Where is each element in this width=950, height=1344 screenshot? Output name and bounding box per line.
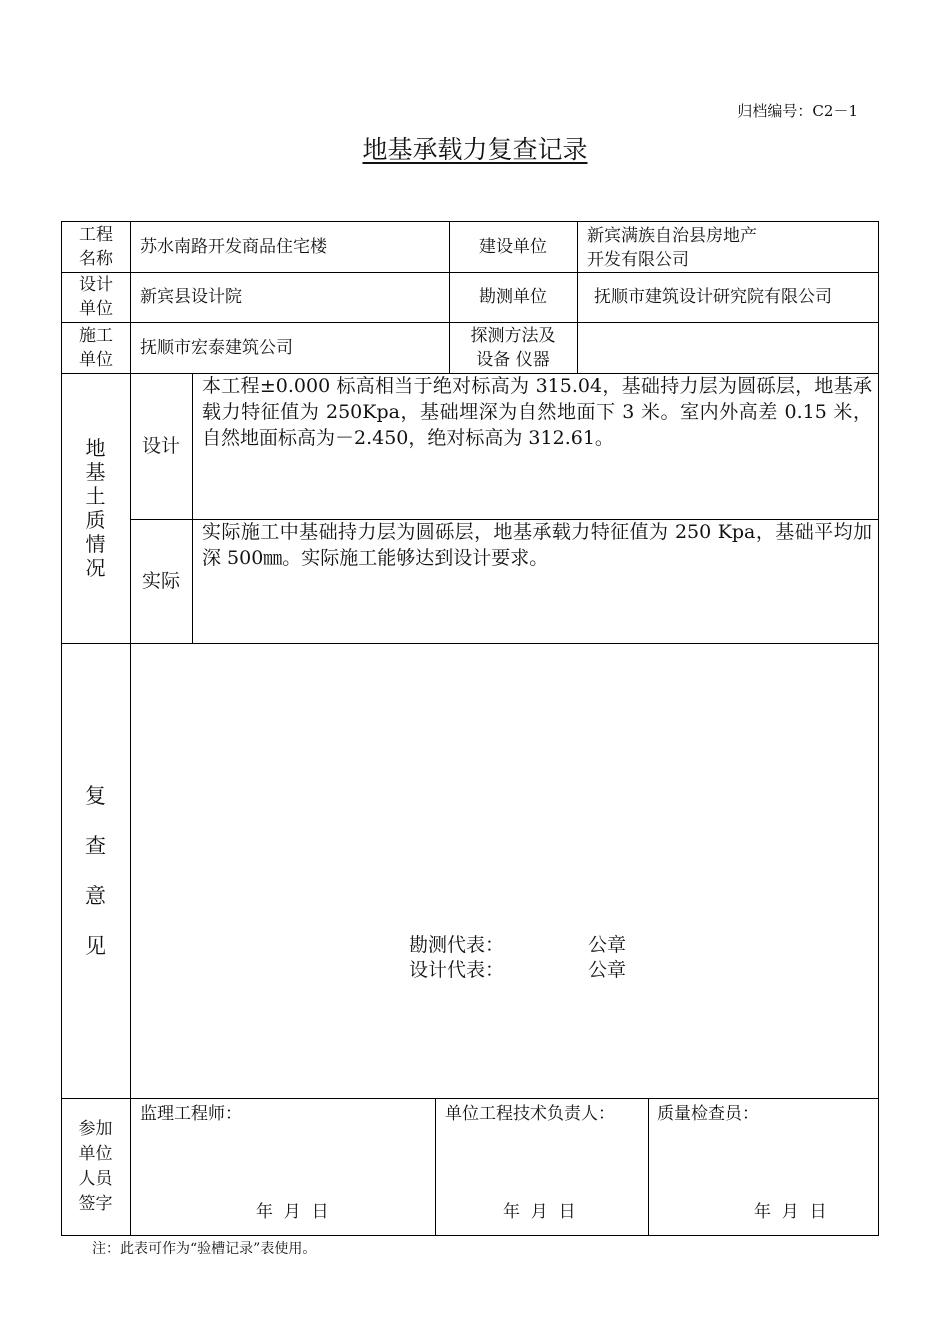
builder-value: 新宾满族自治县房地产 开发有限公司: [587, 226, 757, 270]
design-representative: [409, 958, 504, 983]
constructor-label: 施工单位: [79, 325, 113, 370]
document-title: 地基承载力复查记录: [362, 135, 588, 164]
supervisor-date: 年 月 日: [256, 1202, 329, 1222]
tech-lead-label: 单位工程技术负责人：: [445, 1104, 615, 1124]
design-rep-label: 设计代表：: [409, 959, 505, 981]
tech-lead-date: 年 月 日: [503, 1202, 576, 1222]
survey-value: 抚顺市建筑设计研究院有限公司: [594, 287, 832, 307]
survey-rep-seal: 公章: [588, 934, 627, 956]
inspector-date: 年 月 日: [754, 1202, 827, 1222]
footer-note: 注：此表可作为“验槽记录”表使用。: [92, 1241, 317, 1257]
supervisor-label: 监理工程师：: [140, 1104, 242, 1124]
method-label: 探测方法及 设备 仪器: [470, 326, 556, 370]
archive-number: 归档编号：C2－1: [737, 102, 858, 120]
design-label: 设计: [141, 435, 180, 457]
sign-section-label: 参加单位人员签字: [78, 1118, 113, 1214]
survey-representative: [409, 933, 504, 958]
design-description: 本工程±0.000 标高相当于绝对标高为 315.04，基础持力层为圆砾层，地基承载力特征值为 250Kpa，基础埋深为自然地面下 3 米。室内外高差 0.15 米，自然地面标高为－2.450，绝对标高为 312.61。: [202, 375, 872, 449]
inspector-label: 质量检查员：: [657, 1104, 759, 1124]
actual-description: 实际施工中基础持力层为圆砾层，地基承载力特征值为 250 Kpa，基础平均加深 500㎜。实际施工能够达到设计要求。: [202, 521, 872, 569]
survey-rep-label: 勘测代表：: [409, 934, 505, 956]
builder-label: 建设单位: [479, 236, 547, 257]
project-name-label: 工程名称: [79, 224, 113, 269]
project-name-value: 苏水南路开发商品住宅楼: [140, 236, 327, 257]
actual-label: 实际: [141, 570, 180, 592]
designer-label: 设计单位: [79, 275, 113, 319]
soil-section-label: 地基土质情况: [85, 436, 106, 580]
survey-label: 勘测单位: [479, 287, 547, 307]
designer-value: 新宾县设计院: [140, 287, 242, 307]
design-rep-seal: 公章: [588, 959, 627, 981]
review-section-label: 复查意见: [85, 783, 106, 958]
constructor-value: 抚顺市宏泰建筑公司: [140, 337, 293, 358]
